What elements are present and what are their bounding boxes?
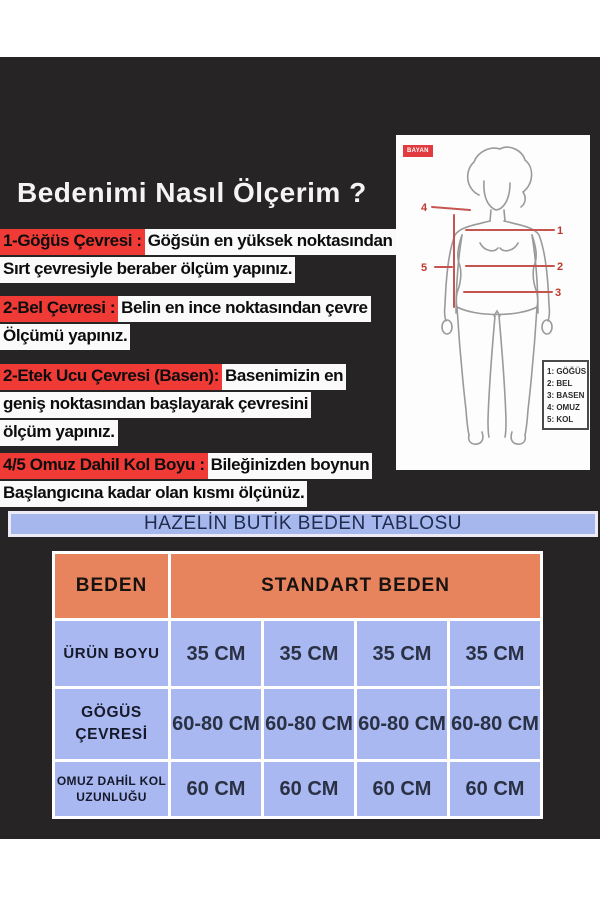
instruction-line <box>0 296 371 322</box>
gender-badge: BAYAN <box>403 145 433 157</box>
size-table-header-beden: BEDEN <box>55 554 168 618</box>
legend-item: 2: BEL <box>547 379 573 388</box>
instruction-line <box>0 453 372 479</box>
table-row <box>55 762 540 816</box>
instruction-label-highlight: 2-Etek Ucu Çevresi (Basen): <box>0 364 222 390</box>
instruction-line <box>0 324 371 350</box>
instruction-hip <box>0 364 346 448</box>
table-row <box>55 621 540 686</box>
table-row <box>55 689 540 759</box>
marker-5: 5 <box>421 262 428 274</box>
instruction-text: Sırt çevresiyle beraber ölçüm yapınız. <box>0 257 295 283</box>
instruction-text: Bileğinizden boynun <box>208 453 373 479</box>
table-cell: 60 CM <box>357 762 447 816</box>
row-label: GÖGÜS ÇEVRESİ <box>55 689 168 759</box>
instruction-arm <box>0 453 372 509</box>
instruction-label-highlight: 4/5 Omuz Dahil Kol Boyu : <box>0 453 208 479</box>
instruction-waist <box>0 296 371 352</box>
table-cell: 35 CM <box>171 621 261 686</box>
row-label: OMUZ DAHİL KOL UZUNLUĞU <box>55 762 168 816</box>
size-table-header-row <box>55 554 540 618</box>
content-panel <box>0 57 600 839</box>
table-cell: 60-80 CM <box>450 689 540 759</box>
measurement-legend <box>542 360 589 430</box>
legend-item: 4: OMUZ <box>547 403 580 412</box>
table-cell: 35 CM <box>450 621 540 686</box>
table-cell: 60-80 CM <box>171 689 261 759</box>
measurement-diagram <box>396 135 590 470</box>
instruction-label-highlight: 2-Bel Çevresi : <box>0 296 118 322</box>
legend-item: 1: GÖĞÜS <box>547 367 587 376</box>
instruction-chest <box>0 229 396 285</box>
instruction-line <box>0 229 396 255</box>
table-cell: 35 CM <box>357 621 447 686</box>
row-label: ÜRÜN BOYU <box>55 621 168 686</box>
legend-item: 5: KOL <box>547 415 574 424</box>
instruction-line <box>0 257 396 283</box>
instruction-label-highlight: 1-Göğüs Çevresi : <box>0 229 145 255</box>
table-cell: 60-80 CM <box>357 689 447 759</box>
instruction-line <box>0 481 372 507</box>
table-cell: 60 CM <box>450 762 540 816</box>
table-cell: 35 CM <box>264 621 354 686</box>
instruction-text: geniş noktasından başlayarak çevresini <box>0 392 311 418</box>
size-table-banner-title: HAZELİN BUTİK BEDEN TABLOSU <box>144 513 462 534</box>
marker-1: 1 <box>557 225 564 237</box>
instruction-text: Belin en ince noktasından çevre <box>118 296 370 322</box>
table-cell: 60 CM <box>264 762 354 816</box>
instruction-text: ölçüm yapınız. <box>0 420 118 446</box>
table-cell: 60-80 CM <box>264 689 354 759</box>
instruction-text: Basenimizin en <box>222 364 346 390</box>
table-cell: 60 CM <box>171 762 261 816</box>
legend-item: 3: BASEN <box>547 391 585 400</box>
size-table <box>52 551 543 819</box>
marker-2: 2 <box>557 261 564 273</box>
marker-4: 4 <box>421 202 428 214</box>
instruction-text: Başlangıcına kadar olan kısmı ölçünüz. <box>0 481 307 507</box>
size-table-header-standart: STANDART BEDEN <box>171 554 540 618</box>
instruction-line <box>0 392 346 418</box>
marker-3: 3 <box>555 287 562 299</box>
size-table-banner <box>8 511 598 537</box>
page-title: Bedenimi Nasıl Ölçerim ? <box>17 177 367 208</box>
instruction-line <box>0 364 346 390</box>
instruction-text: Ölçümü yapınız. <box>0 324 130 350</box>
instruction-text: Göğsün en yüksek noktasından <box>145 229 396 255</box>
instruction-line <box>0 420 346 446</box>
